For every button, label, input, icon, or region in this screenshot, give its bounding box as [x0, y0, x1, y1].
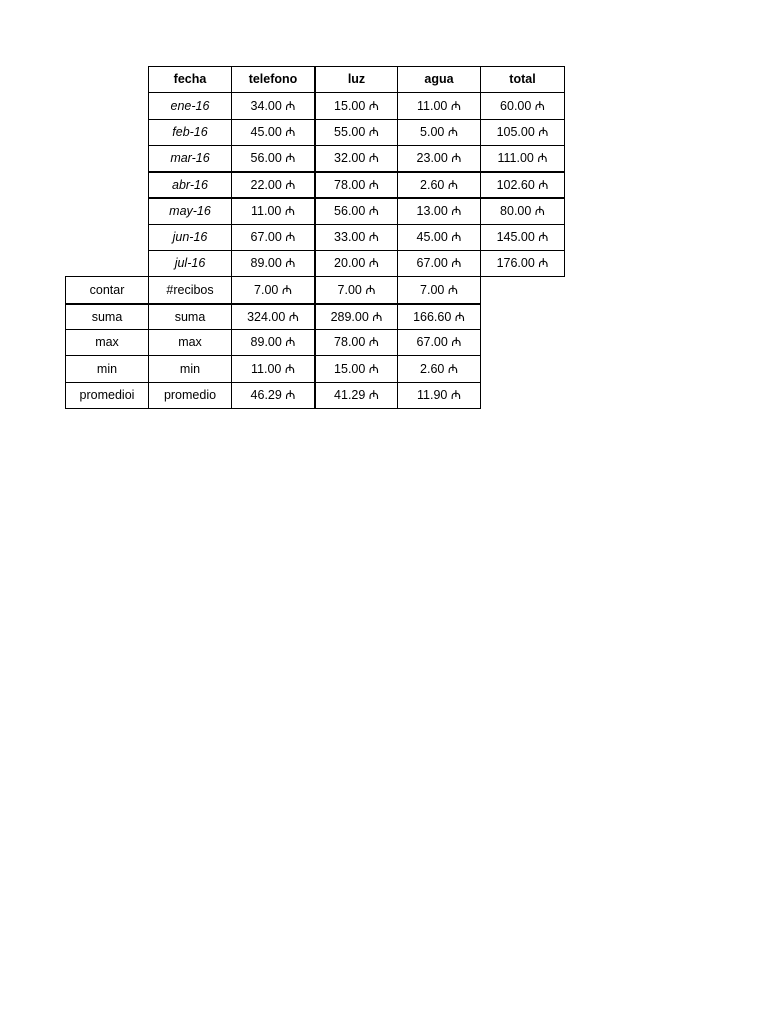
value-cell[interactable]: 45.00 ₼: [231, 119, 315, 146]
header-cell-total[interactable]: total: [480, 66, 565, 93]
header-cell-fecha[interactable]: fecha: [148, 66, 232, 93]
summary-value-cell[interactable]: 7.00 ₼: [314, 276, 398, 303]
value-cell[interactable]: 15.00 ₼: [314, 92, 398, 119]
summary-value-cell[interactable]: 11.00 ₼: [231, 355, 315, 382]
summary-value-cell[interactable]: 67.00 ₼: [397, 329, 481, 356]
summary-label-cell[interactable]: suma: [65, 303, 149, 330]
value-cell[interactable]: 105.00 ₼: [480, 119, 565, 146]
value-cell[interactable]: 80.00 ₼: [480, 198, 565, 225]
summary-value-cell[interactable]: 78.00 ₼: [314, 329, 398, 356]
value-cell[interactable]: 23.00 ₼: [397, 145, 481, 172]
value-cell[interactable]: 5.00 ₼: [397, 119, 481, 146]
summary-function-cell[interactable]: min: [148, 355, 232, 382]
summary-value-cell[interactable]: 166.60 ₼: [397, 303, 481, 330]
value-cell[interactable]: 176.00 ₼: [480, 250, 565, 277]
summary-value-cell[interactable]: 7.00 ₼: [231, 276, 315, 303]
summary-value-cell[interactable]: 46.29 ₼: [231, 382, 315, 409]
summary-value-cell[interactable]: 11.90 ₼: [397, 382, 481, 409]
header-cell-agua[interactable]: agua: [397, 66, 481, 93]
summary-function-cell[interactable]: #recibos: [148, 276, 232, 303]
value-cell[interactable]: 67.00 ₼: [397, 250, 481, 277]
summary-value-cell[interactable]: 289.00 ₼: [314, 303, 398, 330]
date-cell[interactable]: abr-16: [148, 171, 232, 198]
value-cell[interactable]: 56.00 ₼: [231, 145, 315, 172]
summary-function-cell[interactable]: promedio: [148, 382, 232, 409]
value-cell[interactable]: 55.00 ₼: [314, 119, 398, 146]
summary-label-cell[interactable]: contar: [65, 276, 149, 303]
date-cell[interactable]: may-16: [148, 198, 232, 225]
summary-function-cell[interactable]: max: [148, 329, 232, 356]
summary-value-cell[interactable]: 15.00 ₼: [314, 355, 398, 382]
value-cell[interactable]: 11.00 ₼: [397, 92, 481, 119]
value-cell[interactable]: 2.60 ₼: [397, 171, 481, 198]
value-cell[interactable]: 20.00 ₼: [314, 250, 398, 277]
value-cell[interactable]: 33.00 ₼: [314, 224, 398, 251]
summary-label-cell[interactable]: promedioi: [65, 382, 149, 409]
summary-value-cell[interactable]: 41.29 ₼: [314, 382, 398, 409]
value-cell[interactable]: 11.00 ₼: [231, 198, 315, 225]
summary-label-cell[interactable]: max: [65, 329, 149, 356]
value-cell[interactable]: 145.00 ₼: [480, 224, 565, 251]
summary-function-cell[interactable]: suma: [148, 303, 232, 330]
value-cell[interactable]: 22.00 ₼: [231, 171, 315, 198]
header-cell-telefono[interactable]: telefono: [231, 66, 315, 93]
value-cell[interactable]: 32.00 ₼: [314, 145, 398, 172]
value-cell[interactable]: 67.00 ₼: [231, 224, 315, 251]
value-cell[interactable]: 78.00 ₼: [314, 171, 398, 198]
summary-value-cell[interactable]: 2.60 ₼: [397, 355, 481, 382]
value-cell[interactable]: 102.60 ₼: [480, 171, 565, 198]
value-cell[interactable]: 111.00 ₼: [480, 145, 565, 172]
value-cell[interactable]: 60.00 ₼: [480, 92, 565, 119]
summary-label-cell[interactable]: min: [65, 355, 149, 382]
summary-value-cell[interactable]: 89.00 ₼: [231, 329, 315, 356]
value-cell[interactable]: 89.00 ₼: [231, 250, 315, 277]
date-cell[interactable]: feb-16: [148, 119, 232, 146]
value-cell[interactable]: 13.00 ₼: [397, 198, 481, 225]
summary-value-cell[interactable]: 7.00 ₼: [397, 276, 481, 303]
summary-value-cell[interactable]: 324.00 ₼: [231, 303, 315, 330]
header-cell-luz[interactable]: luz: [314, 66, 398, 93]
value-cell[interactable]: 56.00 ₼: [314, 198, 398, 225]
date-cell[interactable]: mar-16: [148, 145, 232, 172]
value-cell[interactable]: 34.00 ₼: [231, 92, 315, 119]
date-cell[interactable]: jun-16: [148, 224, 232, 251]
value-cell[interactable]: 45.00 ₼: [397, 224, 481, 251]
date-cell[interactable]: ene-16: [148, 92, 232, 119]
date-cell[interactable]: jul-16: [148, 250, 232, 277]
